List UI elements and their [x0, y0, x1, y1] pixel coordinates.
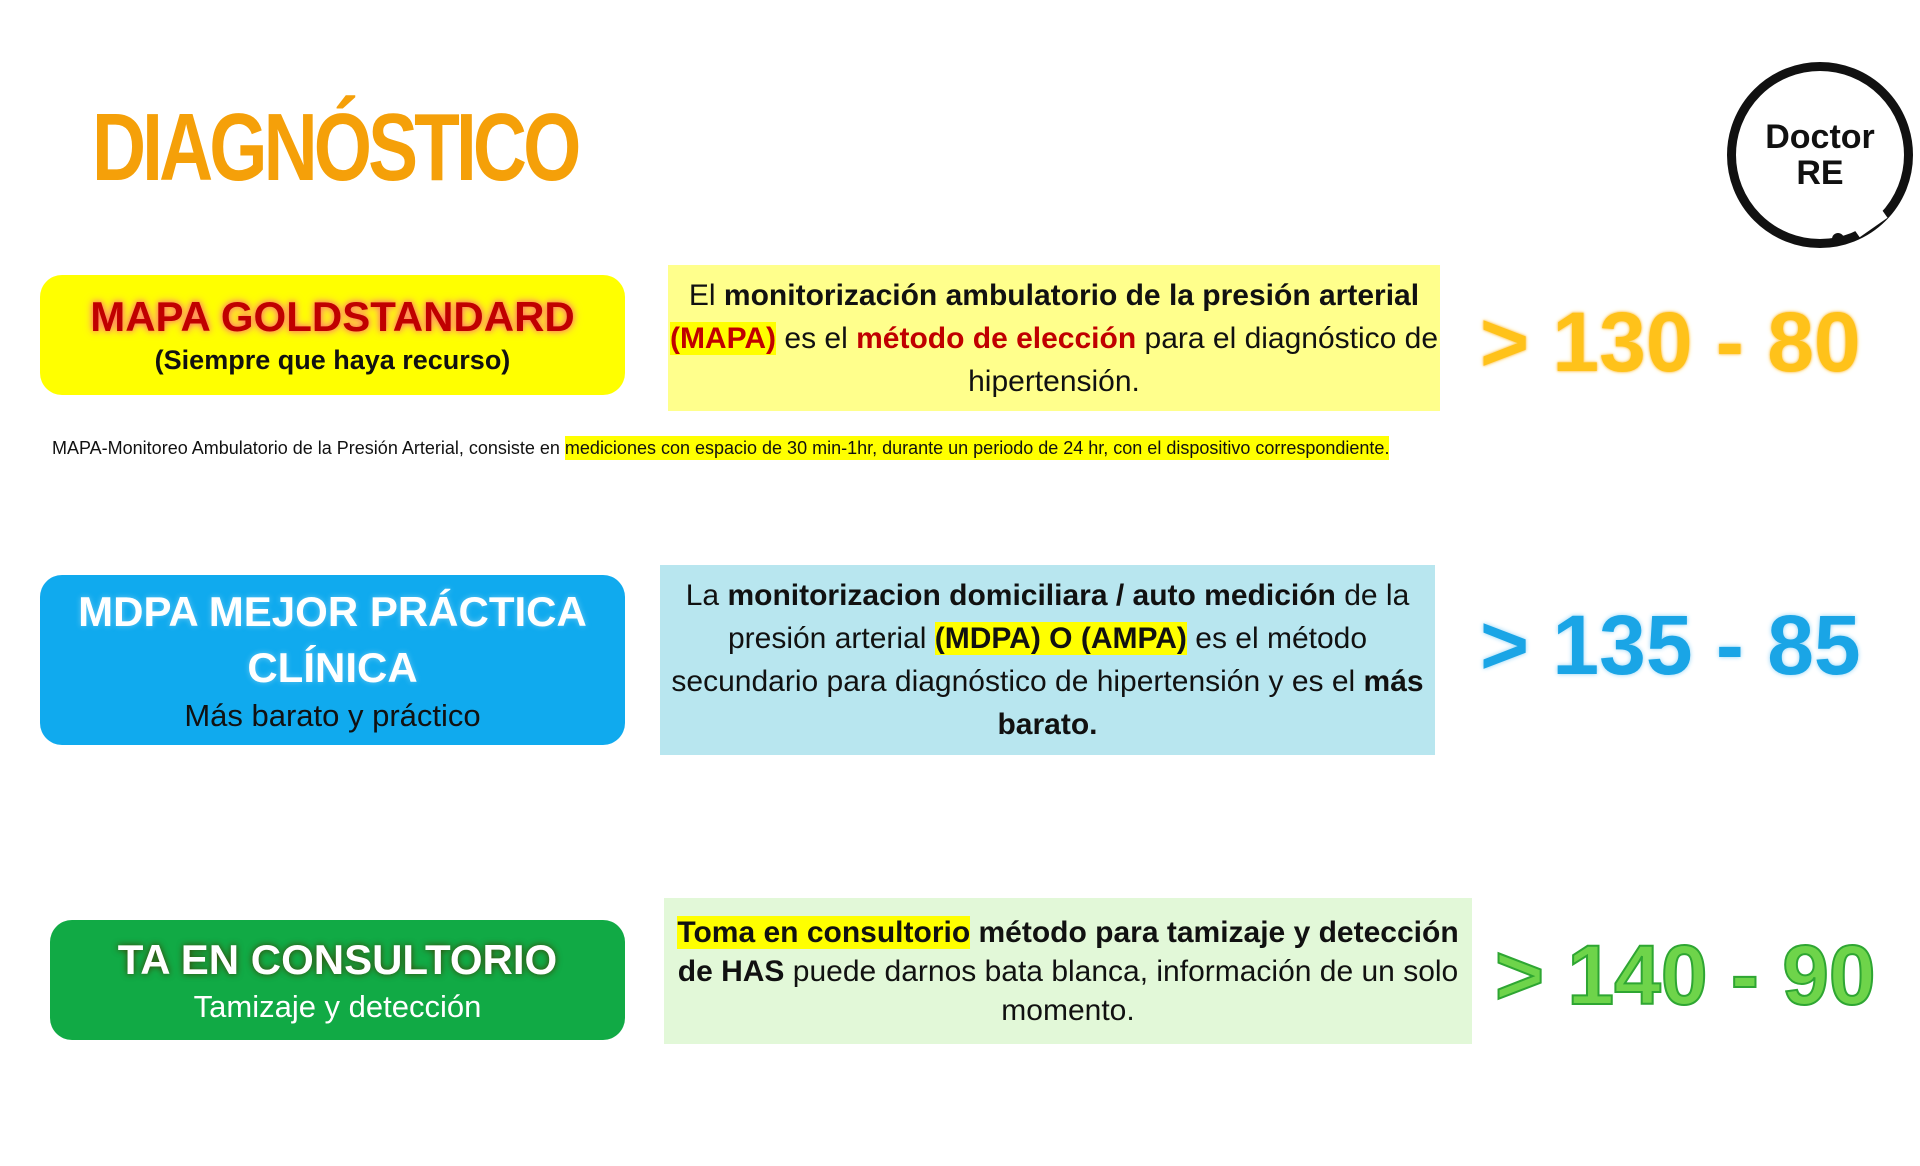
page-title: DIAGNÓSTICO [92, 94, 578, 201]
footnote-text: MAPA-Monitoreo Ambulatorio de la Presión Arterial, consiste en [52, 438, 565, 458]
label-subtitle: Tamizaje y detección [193, 989, 482, 1024]
mdpa-label [40, 575, 625, 745]
desc-highlight: (MDPA) O (AMPA) [934, 622, 1187, 655]
label-subtitle: Más barato y práctico [184, 698, 481, 733]
label-title: MAPA GOLDSTANDARD [90, 293, 575, 340]
mdpa-threshold: > 135 - 85 [1480, 598, 1861, 692]
doctor-re-logo [1727, 62, 1913, 248]
desc-text: La [685, 579, 728, 612]
consultorio-threshold: > 140 - 90 [1495, 928, 1876, 1022]
logo-ring-dot [1832, 233, 1844, 245]
desc-bold: más barato. [997, 665, 1424, 741]
consultorio-description [664, 898, 1472, 1044]
desc-highlight: Toma en consultorio [677, 915, 971, 949]
desc-bold: monitorización ambulatorio de la presión arterial [723, 278, 1420, 312]
logo-line-1: Doctor [1765, 118, 1875, 156]
label-title-line-1: MDPA MEJOR PRÁCTICA [78, 588, 587, 635]
logo-ring-gap [1850, 205, 1887, 238]
logo-line-2: RE [1796, 154, 1844, 192]
desc-text: es el [776, 321, 857, 355]
label-subtitle: (Siempre que haya recurso) [154, 345, 511, 375]
desc-highlight-red: (MAPA) [669, 321, 777, 355]
desc-bold: monitorizacion domiciliara / auto medición [727, 579, 1336, 612]
footnote-highlight: mediciones con espacio de 30 min-1hr, durante un periodo de 24 hr, con el dispositivo correspondiente. [564, 438, 1390, 458]
consultorio-label [50, 920, 625, 1040]
mapa-footnote [52, 433, 1652, 463]
mapa-goldstandard-label [40, 275, 625, 395]
desc-text: de la presión arterial [727, 579, 1410, 655]
desc-text: es el método secundario para diagnóstico de hipertensión y es el [671, 622, 1368, 698]
label-title: TA EN CONSULTORIO [117, 936, 558, 983]
mapa-description [668, 265, 1440, 411]
desc-text: para el diagnóstico de hipertensión. [968, 321, 1439, 398]
label-title-line-2: CLÍNICA [247, 644, 418, 691]
desc-red: método de elección [856, 321, 1137, 355]
desc-text: El [688, 278, 724, 312]
desc-bold: método para tamizaje y detección de HAS [677, 915, 1459, 988]
mdpa-description [660, 565, 1435, 755]
desc-text: puede darnos bata blanca, información de un solo momento. [784, 954, 1459, 1027]
mapa-threshold: > 130 - 80 [1480, 295, 1861, 389]
